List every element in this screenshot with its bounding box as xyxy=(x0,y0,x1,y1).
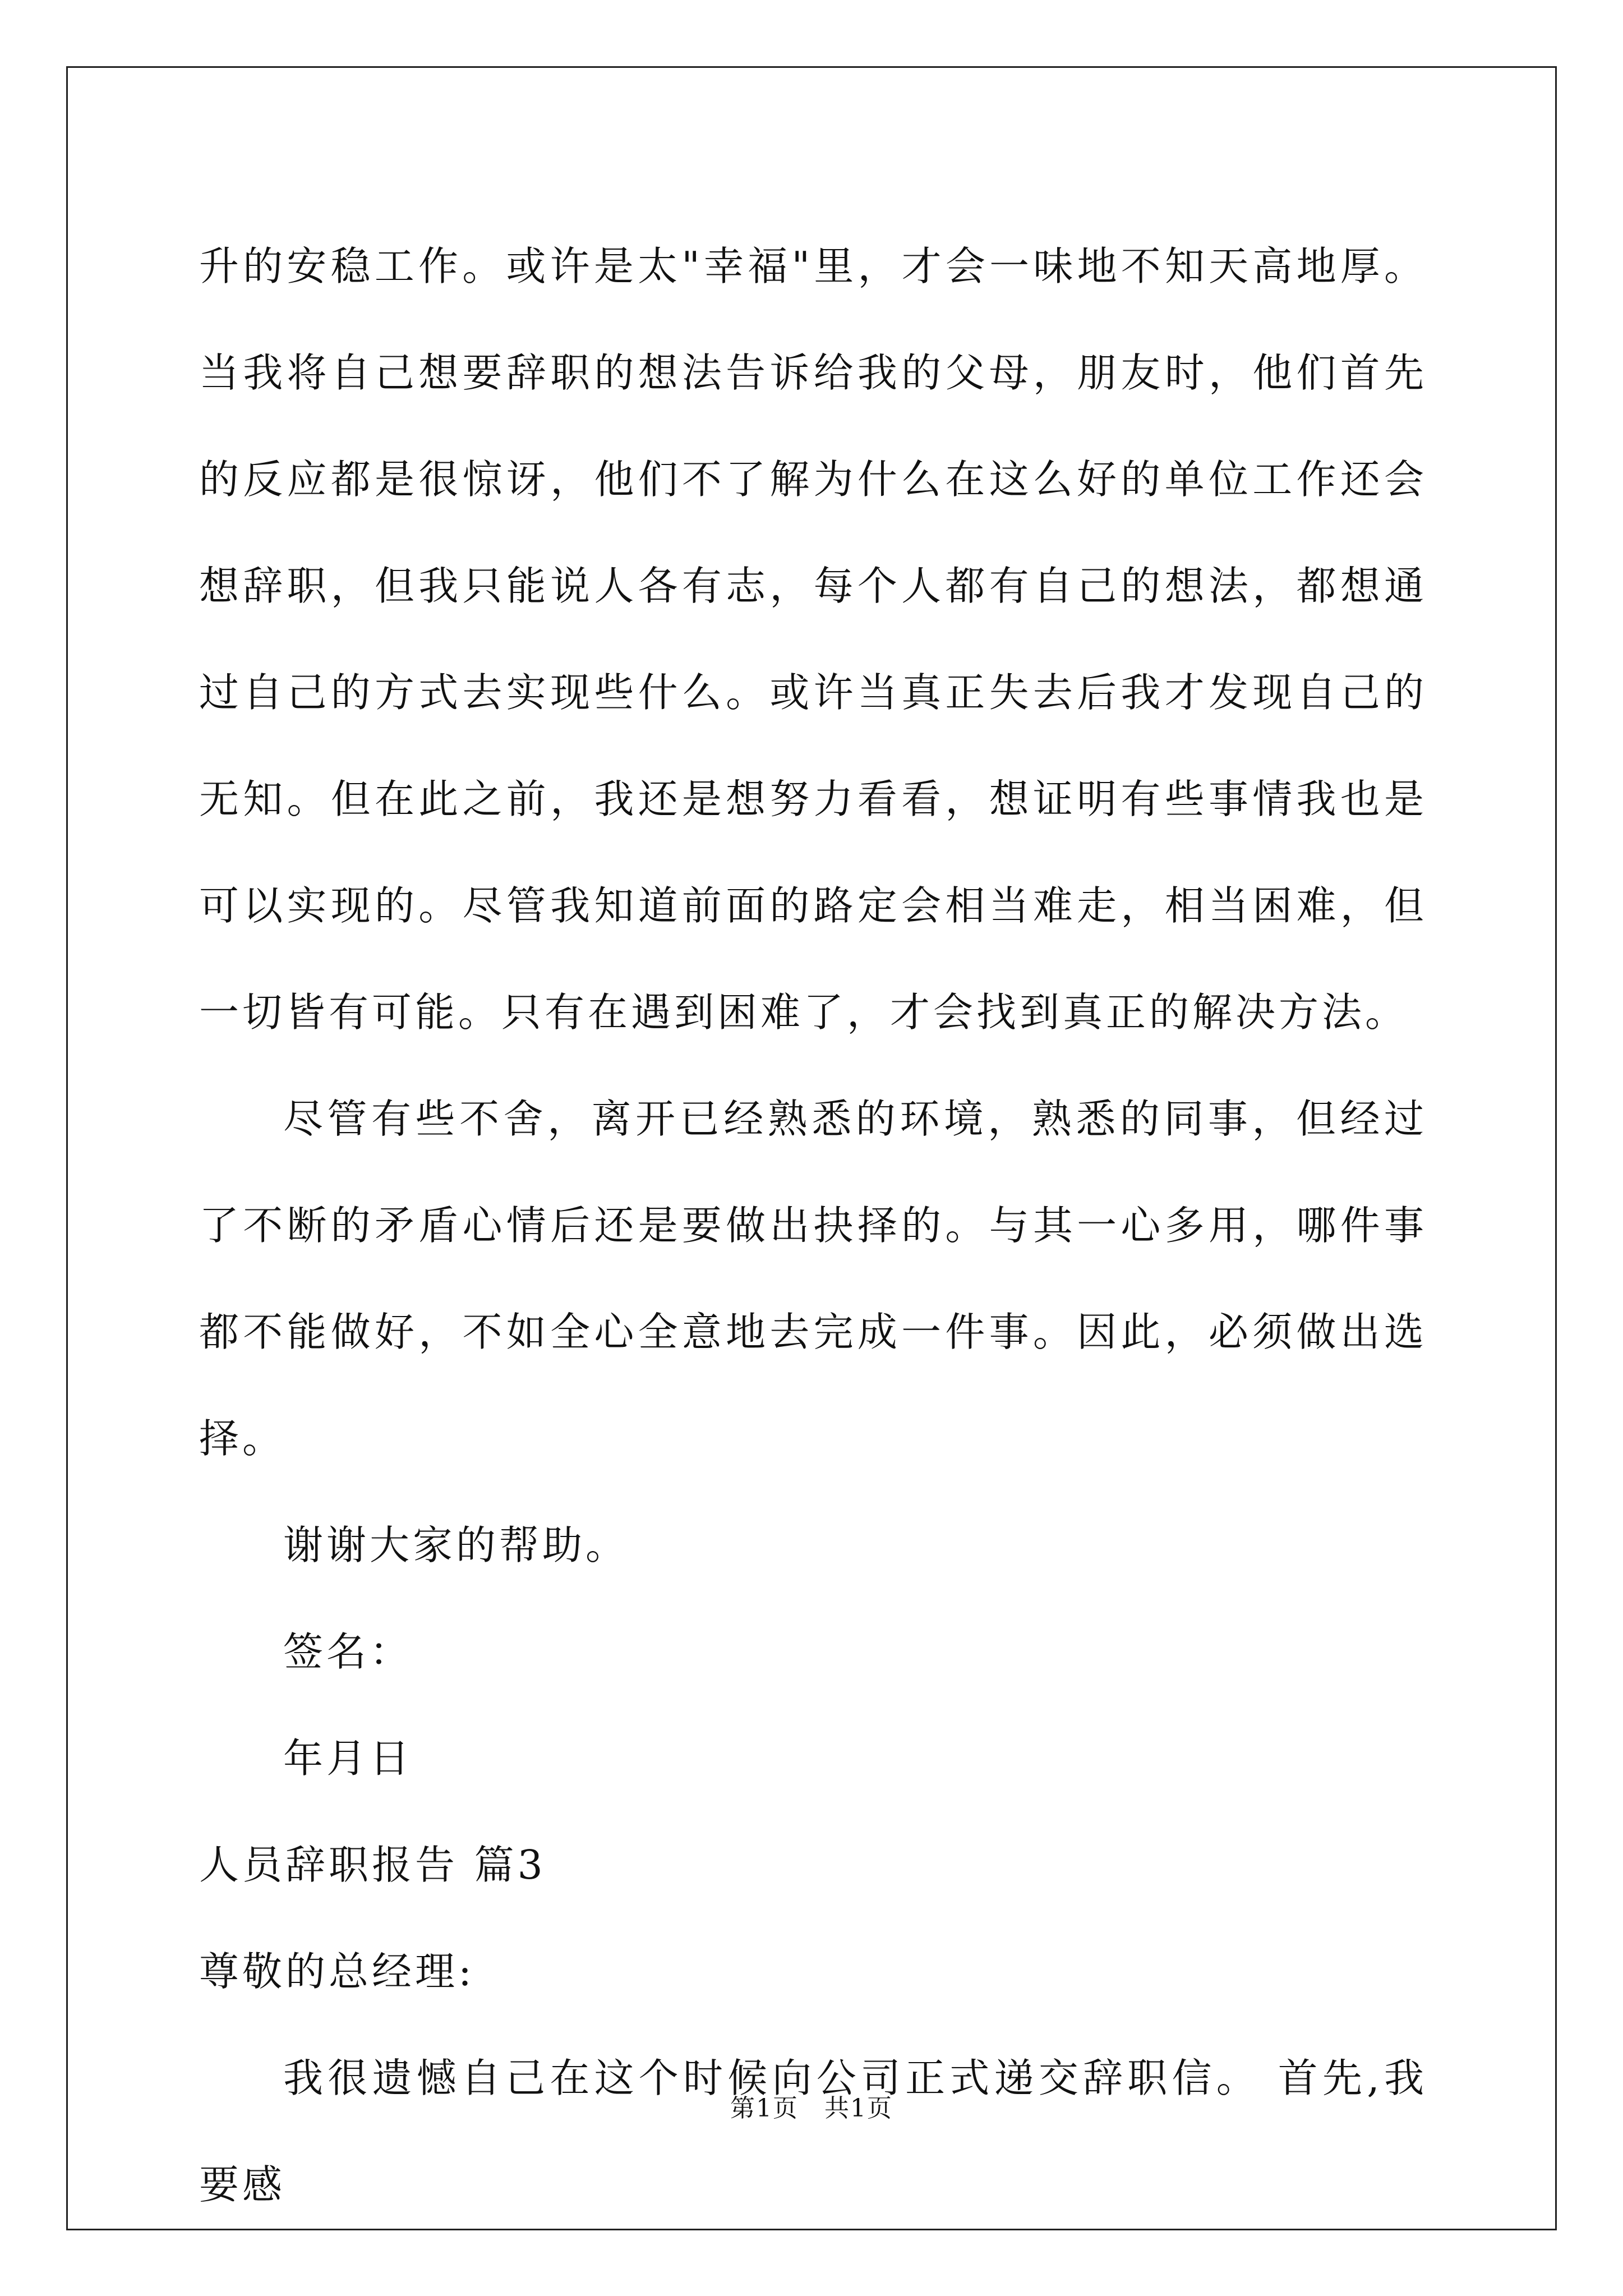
body-paragraph-3: 我很遗憾自己在这个时候向公司正式递交辞职信。 首先,我要感 xyxy=(199,2055,1427,2208)
salutation: 尊敬的总经理: xyxy=(199,1948,475,1995)
signature-line: 签名： xyxy=(283,1628,413,1675)
section-heading: 人员辞职报告 篇3 xyxy=(199,1842,546,1888)
thanks-line: 谢谢大家的帮助。 xyxy=(283,1522,629,1568)
body-paragraph-2: 尽管有些不舍，离开已经熟悉的环境，熟悉的同事，但经过了不断的矛盾心情后还是要做出抉择的。与其一心多用，哪件事都不能做好，不如全心全意地去完成一件事。因此，必须做出选择。 xyxy=(199,1096,1427,1462)
body-paragraph-1: 升的安稳工作。或许是太"幸福"里，才会一味地不知天高地厚。当我将自己想要辞职的想法告诉给我的父母，朋友时，他们首先的反应都是很惊讶，他们不了解为什么在这么好的单位工作还会想辞职，但我只能说人各有志，每个人都有自己的想法，都想通过自己的方式去实现些什么。或许当真正失去后我才发现自己的无知。但在此之前，我还是想努力看看，想证明有些事情我也是可以实现的。尽管我知道前面的路定会相当难走，相当困难，但一切皆有可能。只有在遇到困难了，才会找到真正的解决方法。 xyxy=(199,243,1427,1036)
page-number-footer: 第1页 共1页 xyxy=(730,2094,893,2123)
document-body xyxy=(199,213,1427,2238)
date-line: 年月日 xyxy=(283,1735,413,1782)
